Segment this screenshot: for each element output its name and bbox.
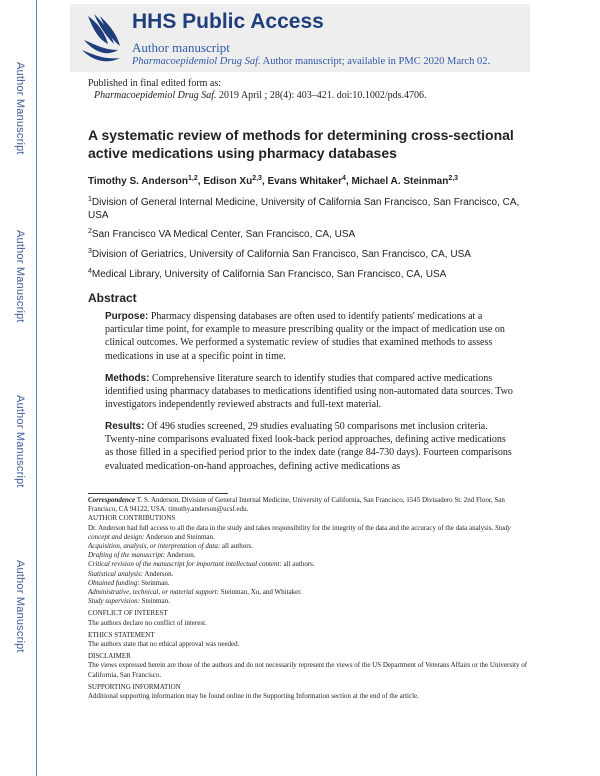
- left-rail: [36, 0, 37, 776]
- abstract-section-label: Results:: [105, 421, 145, 432]
- side-label-author-manuscript: Author Manuscript: [14, 395, 26, 488]
- header-citation: [132, 56, 490, 67]
- affiliation-text: Division of Geriatrics, University of California San Francisco, San Francisco, CA, USA: [91, 249, 471, 260]
- published-label: Published in final edited form as:: [88, 78, 222, 89]
- header-journal: Pharmacoepidemiol Drug Saf.: [132, 56, 261, 67]
- contribution-role: Drafting of the manuscript:: [88, 551, 166, 560]
- contribution-line: [88, 542, 528, 551]
- coi-text: The authors declare no conflict of interest.: [88, 618, 207, 627]
- contribution-role: Critical revision of the manuscript for important intellectual content:: [88, 560, 282, 569]
- contribution-line: [88, 551, 528, 560]
- abstract-section-text: Comprehensive literature search to identify studies that compared active medications identified using pharmacy databases to medications identified using non-automated data sources. Two investigators independently reviewed abstracts and full-text material.: [105, 373, 513, 411]
- contribution-line: [88, 588, 528, 597]
- contribution-who: Steinman.: [141, 597, 170, 606]
- affiliation: [88, 265, 528, 281]
- author-affil: 2,3: [252, 175, 262, 182]
- side-label-author-manuscript: Author Manuscript: [14, 230, 26, 323]
- ethics-heading: ETHICS STATEMENT: [88, 630, 155, 639]
- contribution-who: Anderson.: [144, 569, 174, 578]
- abstract-purpose: [105, 310, 515, 363]
- abstract-section-text: Of 496 studies screened, 29 studies evaluating 50 comparisons met inclusion criteria. Twenty-nine comparisons evaluated fixed look-back period approaches, defining active medications as those filled in a specified period prior to the index date (range 84-730 days). Fourteen comparisons evaluated medication-on-hand approaches, defining active medications as: [105, 421, 512, 472]
- contribution-who: all authors.: [283, 560, 315, 569]
- author-name: Edison Xu: [203, 176, 253, 187]
- author-name: Evans Whitaker: [267, 176, 342, 187]
- published-journal: Pharmacoepidemiol Drug Saf.: [94, 90, 217, 101]
- abstract-section-text: Pharmacy dispensing databases are often used to identify patients' medications at a particular time point, for example to measure prescribing quality or the impact of medication use on clinical outcomes. We performed a systematic review of studies that examined methods to assess medications in use at a specific point in time.: [105, 311, 505, 362]
- disclaimer-heading: DISCLAIMER: [88, 652, 131, 661]
- header-subtitle: Author manuscript: [132, 40, 230, 55]
- hhs-eagle-logo-icon: [78, 10, 128, 66]
- contributions-intro-text: Dr. Anderson had full access to all the data in the study and takes responsibility for the integrity of the data and the accuracy of the data analysis.: [88, 523, 494, 532]
- abstract-heading: Abstract: [88, 291, 137, 305]
- affiliation: [88, 245, 528, 261]
- contribution-line: [88, 579, 528, 588]
- contribution-who: Anderson.: [166, 551, 196, 560]
- supporting-heading: SUPPORTING INFORMATION: [88, 682, 181, 691]
- affiliation-num: 4: [88, 268, 92, 275]
- correspondence-text: T. S. Anderson, Division of General Internal Medicine, University of California, San Francisco, 1545 Divisadero St. 2nd Floor, San Francisco, CA 94122, USA. timothy.anderson@ucsf.edu.: [88, 496, 505, 514]
- contribution-role: Study supervision:: [88, 597, 140, 606]
- abstract-section-label: Purpose:: [105, 311, 149, 322]
- ethics-text: The authors state that no ethical approval was needed.: [88, 640, 240, 649]
- author-affil: 2,3: [448, 175, 459, 182]
- contribution-who: Anderson and Steinman.: [145, 532, 215, 541]
- contribution-role: Administrative, technical, or material support:: [88, 588, 220, 597]
- author-list: Timothy S. Anderson$^{1,2}$, Edison Xu$^{2,3}$, Evans Whitaker$^4$, Michael A. Steinman$^{2,3}$: [88, 175, 459, 187]
- disclaimer-text: The views expressed herein are those of the authors and do not necessarily represent the views of the US Department of Veterans Affairs or the University of California, San Francisco.: [88, 661, 528, 679]
- header-availability: Author manuscript; available in PMC 2020 March 02.: [262, 56, 491, 67]
- affiliation-text: Medical Library, University of California San Francisco, San Francisco, CA, USA: [91, 269, 447, 280]
- article-title: A systematic review of methods for determining cross-sectional active medications using pharmacy databases: [88, 127, 514, 161]
- affiliation-num: 2: [88, 228, 92, 235]
- contribution-who: Steinman.: [141, 578, 170, 587]
- author-affil: 4: [342, 175, 346, 182]
- affiliation-num: 3: [88, 248, 92, 255]
- abstract-section-label: Methods:: [105, 373, 150, 384]
- published-in: [88, 78, 427, 102]
- correspondence-label: Correspondence: [88, 496, 136, 504]
- contribution-who: Steinman, Xu, and Whitaker.: [220, 588, 302, 597]
- contribution-role: Acquisition, analysis, or interpretation of data:: [88, 542, 221, 551]
- affiliation-text: Division of General Internal Medicine, University of California San Francisco, San Francisco, CA, USA: [88, 197, 520, 221]
- footnote-divider: [88, 493, 228, 494]
- correspondence: [88, 496, 528, 514]
- contribution-role: Statistical analysis:: [88, 569, 144, 578]
- contribution-role: Obtained funding:: [88, 578, 140, 587]
- abstract-methods: [105, 372, 515, 412]
- author-affil: 1,2: [188, 175, 198, 182]
- affiliation: [88, 193, 528, 222]
- contribution-line: [88, 560, 528, 569]
- contributions-intro: [88, 524, 528, 542]
- affiliation-text: San Francisco VA Medical Center, San Francisco, CA, USA: [91, 229, 356, 240]
- affiliation-num: 1: [88, 196, 92, 203]
- author-name: Timothy S. Anderson: [88, 176, 189, 187]
- abstract-results: [105, 420, 515, 473]
- side-label-author-manuscript: Author Manuscript: [14, 62, 26, 155]
- author-name: Michael A. Steinman: [351, 176, 449, 187]
- contribution-line: [88, 570, 528, 579]
- footnotes: [88, 496, 528, 701]
- coi-heading: CONFLICT OF INTEREST: [88, 609, 168, 618]
- contribution-role: Study concept and design:: [88, 523, 511, 541]
- hhs-header: [70, 4, 530, 72]
- contribution-who: all authors.: [221, 542, 254, 551]
- contributions-heading: AUTHOR CONTRIBUTIONS: [88, 514, 176, 523]
- supporting-text: Additional supporting information may be found online in the Supporting Information section at the end of the article.: [88, 692, 419, 701]
- header-title: HHS Public Access: [132, 10, 324, 33]
- side-label-author-manuscript: Author Manuscript: [14, 560, 26, 653]
- published-citation: 2019 April ; 28(4): 403–421. doi:10.1002/pds.4706.: [219, 90, 427, 101]
- contribution-line: [88, 597, 528, 606]
- affiliation: [88, 225, 528, 241]
